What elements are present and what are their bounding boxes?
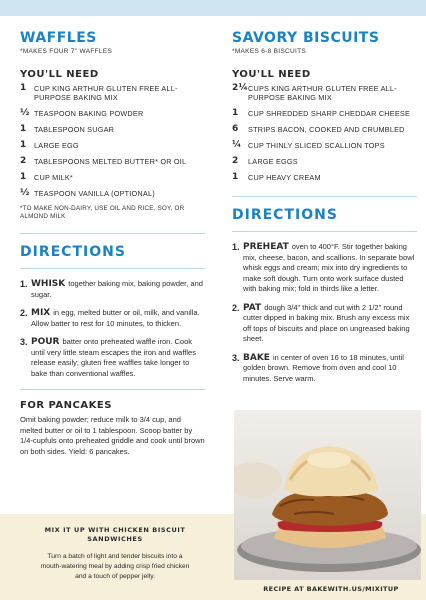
waffles-title: WAFFLES [20, 30, 97, 46]
ingredient-qty: 1 [20, 140, 27, 150]
step-text: batter onto preheated waffle iron. Cook until very little steam escapes the iron and waffles release easily; gluten free waffles take longer to bake than conventional waffles. [31, 337, 196, 378]
ingredient-text: CUP KING ARTHUR GLUTEN FREE ALL-PURPOSE BAKING MIX [34, 84, 178, 102]
direction-step [232, 303, 417, 345]
ingredient-item [20, 84, 205, 102]
pancakes-heading: FOR PANCAKES [20, 400, 112, 411]
direction-step [20, 337, 205, 379]
step-text: dough 3/4" thick and cut with 2 1/2" round cutter dipped in baking mix. Brush any excess mix off tops of biscuits and place on ungreased baking sheet. [243, 302, 410, 343]
direction-step [20, 279, 205, 300]
ingredient-qty: 2¼ [232, 83, 248, 93]
ingredient-item [20, 141, 205, 150]
ingredient-text: TEASPOON BAKING POWDER [34, 109, 144, 118]
ingredient-item [20, 173, 205, 182]
ingredient-item [232, 84, 417, 102]
step-number: 1. [20, 279, 28, 289]
top-color-band [0, 0, 426, 16]
step-number: 3. [20, 337, 28, 347]
ingredient-qty: ½ [20, 108, 30, 118]
ingredient-item [20, 189, 205, 198]
step-number: 2. [20, 308, 28, 318]
ingredient-qty: ¼ [232, 140, 242, 150]
step-keyword: BAKE [243, 352, 270, 363]
step-keyword: PREHEAT [243, 242, 289, 252]
pancakes-text: Omit baking powder; reduce milk to 3/4 cup, and melted butter or oil to 1 tablespoon. Scoop batter by 1/4-cupfuls onto preheated griddle and cook until brown on both sides. Yield: 6 pancakes. [20, 415, 205, 456]
biscuits-yield: *MAKES 6-8 BISCUITS [232, 48, 306, 55]
ingredient-item [232, 141, 417, 150]
ingredient-item [20, 109, 205, 118]
step-number: 1. [232, 242, 240, 252]
ingredient-item [232, 125, 417, 134]
step-text: together baking mix, baking powder, and sugar. [31, 279, 203, 299]
ingredient-qty: 1 [232, 108, 239, 118]
waffles-directions-heading: DIRECTIONS [20, 244, 126, 260]
ingredient-qty: 1 [232, 172, 239, 182]
ingredient-qty: 2 [232, 156, 239, 166]
step-text: oven to 400°F. Stir together baking mix, cheese, bacon, and scallions. In separate bowl whisk eggs and cream; mix into dry ingredients to make soft dough. Turn onto work surface dusted with baking mix; fold in thirds like a letter. [243, 242, 415, 293]
ingredient-qty: 1 [20, 83, 27, 93]
ingredient-text: LARGE EGG [34, 141, 79, 150]
ingredient-text: TEASPOON VANILLA (OPTIONAL) [34, 189, 155, 198]
mix-it-up-section [40, 526, 190, 582]
ingredient-text: CUP MILK* [34, 173, 73, 182]
ingredient-qty: 2 [20, 156, 27, 166]
ingredient-item [20, 157, 205, 166]
ingredient-text: CUPS KING ARTHUR GLUTEN FREE ALL-PURPOSE BAKING MIX [248, 84, 397, 102]
ingredient-qty: 6 [232, 124, 239, 134]
ingredient-item [20, 125, 205, 134]
biscuits-directions-heading: DIRECTIONS [232, 207, 338, 223]
biscuits-column [232, 30, 417, 392]
step-number: 2. [232, 302, 240, 313]
waffles-yield: *MAKES FOUR 7" WAFFLES [20, 48, 113, 55]
sandwich-illustration [234, 410, 421, 580]
ingredient-qty: ½ [20, 188, 30, 198]
chicken-biscuit-photo [234, 410, 421, 580]
waffles-ingredients-heading: YOU'LL NEED [20, 69, 99, 80]
step-text: in egg, melted butter or oil, milk, and vanilla. Allow batter to rest for 10 minutes, to thicken. [31, 308, 200, 328]
ingredient-text: CUP THINLY SLICED SCALLION TOPS [248, 141, 385, 150]
direction-step [20, 308, 205, 329]
non-dairy-note: *TO MAKE NON-DAIRY, USE OIL AND RICE, SOY, OR ALMOND MILK [20, 205, 185, 220]
ingredient-qty: 1 [20, 172, 27, 182]
direction-step [232, 353, 417, 385]
ingredient-text: TABLESPOON SUGAR [34, 125, 115, 134]
step-text: in center of oven 16 to 18 minutes, until golden brown. Remove from oven and cool 10 minutes. Serve warm. [243, 352, 404, 383]
ingredient-text: LARGE EGGS [248, 157, 298, 166]
biscuits-ingredients-heading: YOU'LL NEED [232, 69, 311, 80]
biscuits-title: SAVORY BISCUITS [232, 30, 380, 46]
divider [20, 233, 205, 234]
direction-step [232, 242, 417, 295]
divider [232, 196, 417, 197]
recipe-link[interactable]: RECIPE AT BAKEWITH.US/MIXITUP [263, 585, 399, 593]
ingredient-item [232, 157, 417, 166]
divider [232, 231, 417, 232]
step-keyword: PAT [243, 302, 262, 313]
divider [20, 389, 205, 390]
ingredient-qty: 1 [20, 124, 27, 134]
step-keyword: WHISK [31, 279, 66, 289]
mix-it-up-text: Turn a batch of light and tender biscuits into a mouth-watering meal by adding crisp fried chicken and a touch of pepper jelly. [40, 553, 190, 580]
ingredient-text: CUP HEAVY CREAM [248, 173, 321, 182]
mix-it-up-heading: MIX IT UP WITH CHICKEN BISCUIT SANDWICHES [44, 526, 186, 543]
ingredient-item [232, 173, 417, 182]
step-number: 3. [232, 352, 240, 363]
ingredient-text: CUP SHREDDED SHARP CHEDDAR CHEESE [248, 109, 411, 118]
step-keyword: MIX [31, 308, 51, 318]
waffles-column [20, 30, 205, 457]
divider [20, 268, 205, 269]
ingredient-text: TABLESPOONS MELTED BUTTER* OR OIL [34, 157, 187, 166]
ingredient-text: STRIPS BACON, COOKED AND CRUMBLED [248, 125, 405, 134]
step-keyword: POUR [31, 337, 60, 347]
ingredient-item [232, 109, 417, 118]
